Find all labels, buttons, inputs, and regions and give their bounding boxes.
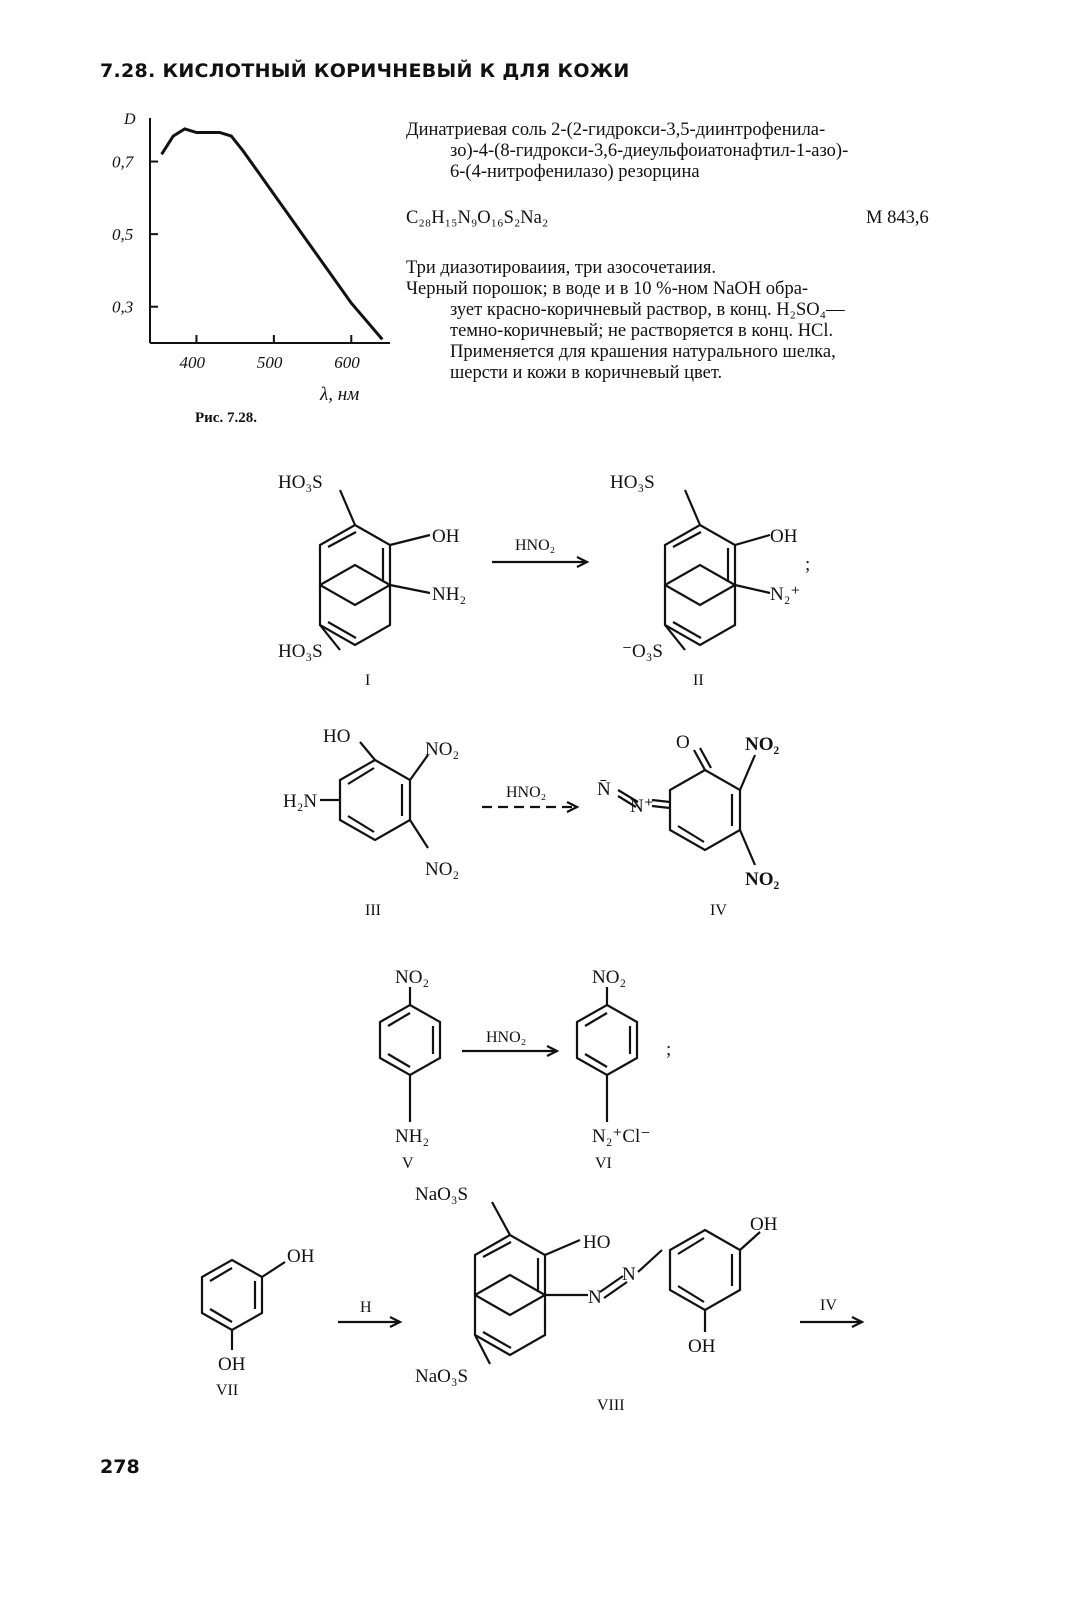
- compound-label-IV: IV: [710, 902, 727, 919]
- compound-label-III: III: [365, 902, 381, 919]
- description-line: Применяется для крашения натурального шелка,: [450, 342, 836, 362]
- diazonium-chloride-VI: N₂⁺Cl⁻: [592, 1126, 651, 1147]
- compound-label-VI: VI: [595, 1155, 612, 1172]
- description-line: шерсти и кожи в коричневый цвет.: [450, 363, 723, 383]
- compound-label-I: I: [365, 672, 371, 689]
- amino-group-III: H₂N: [283, 791, 318, 812]
- compound-label-V: V: [402, 1155, 414, 1172]
- description-line: темно-коричневый; не растворяется в конц. HCl.: [450, 321, 834, 341]
- hydroxy-group-top-VIII: OH: [750, 1214, 778, 1235]
- description-line: Черный порошок; в воде и в 10 %-ном NaOH обра-: [406, 279, 809, 299]
- compound-label-VIII: VIII: [597, 1397, 625, 1414]
- nitro-group-top-III: NO₂: [425, 739, 460, 760]
- reagent-hno2: HNO₂: [515, 537, 556, 554]
- hydroxy-group-I: OH: [432, 526, 460, 547]
- y-axis-label: D: [124, 111, 136, 128]
- benzene-ring-III: [320, 742, 428, 848]
- sulfonic-group-top-II: HO₃S: [610, 472, 655, 493]
- azo-n-left-VIII: N: [588, 1287, 602, 1308]
- naphthalene-ring-II: [665, 490, 770, 650]
- synthesis-line: Три диазотироваиия, три азосочетаиия.: [406, 258, 717, 278]
- y-tick-label: 0,5: [112, 225, 134, 245]
- hydroxy-group-II: OH: [770, 526, 798, 547]
- x-tick-label: 600: [334, 353, 360, 372]
- y-tick-label: 0,3: [112, 297, 134, 317]
- sulfonate-group-bottom-VIII: NaO₃S: [415, 1366, 469, 1387]
- diazo-n-plus-IV: N⁺: [630, 796, 654, 817]
- reagent-hno2: HNO₂: [486, 1029, 527, 1046]
- page-number: 278: [100, 1456, 140, 1478]
- oxo-group-IV: O: [676, 732, 690, 753]
- x-tick-label: 500: [256, 353, 283, 372]
- hydroxy-group-III: HO: [323, 726, 351, 747]
- figure-caption: Рис. 7.28.: [195, 410, 257, 426]
- compound-name-line: зо)-4-(8-гидрокси-3,6-диеульфоиатонафтил-1-азо)-: [450, 141, 849, 161]
- sulfonate-group-II: ⁻O₃S: [622, 641, 663, 662]
- reagent-h: H: [360, 1299, 372, 1316]
- x-axis-label: λ, нм: [320, 384, 360, 405]
- compound-label-VII: VII: [216, 1382, 239, 1399]
- compound-label-II: II: [693, 672, 704, 689]
- absorption-spectrum-chart: [108, 108, 398, 408]
- benzene-ring-V: [380, 987, 440, 1122]
- semicolon: ;: [805, 554, 811, 575]
- y-tick-label: 0,7: [112, 152, 134, 172]
- compound-name-line: Динатриевая соль 2-(2-гидрокси-3,5-диинтрофенила-: [406, 120, 826, 140]
- reaction-scheme: [0, 450, 1066, 1450]
- molecular-formula: C₂₈H₁₅N₉O₁₆S₂Na₂: [406, 208, 549, 228]
- description-line: зует красно-коричневый раствор, в конц. H₂SO₄—: [450, 300, 845, 320]
- benzene-ring-VII: [202, 1260, 285, 1350]
- properties-block: [406, 258, 966, 384]
- sulfonic-group-bottom-I: HO₃S: [278, 641, 323, 662]
- azo-n-right-VIII: N: [622, 1264, 636, 1285]
- nitro-group-VI: NO₂: [592, 967, 627, 988]
- hydroxy-group-bottom-VII: OH: [218, 1354, 246, 1375]
- nitro-group-top-IV: NO₂: [745, 734, 780, 755]
- reagent-iv: IV: [820, 1297, 837, 1314]
- compound-name-line: 6-(4-нитрофенилазо) резорцина: [450, 162, 700, 182]
- molecular-mass: М 843,6: [866, 208, 929, 228]
- sulfonic-group-top-I: HO₃S: [278, 472, 323, 493]
- diazo-n-minus-IV: N̄: [597, 779, 611, 800]
- benzene-ring-VI: [577, 987, 637, 1122]
- nitro-group-V: NO₂: [395, 967, 430, 988]
- section-heading: 7.28. КИСЛОТНЫЙ КОРИЧНЕВЫЙ К ДЛЯ КОЖИ: [100, 60, 630, 82]
- naphthalene-ring-I: [320, 490, 430, 650]
- nitro-group-bottom-III: NO₂: [425, 859, 460, 880]
- amino-group-V: NH₂: [395, 1126, 430, 1147]
- amino-group-I: NH₂: [432, 584, 467, 605]
- hydroxy-group-naphthyl-VIII: HO: [583, 1232, 611, 1253]
- benzene-ring-VIII: [670, 1230, 760, 1332]
- absorbance-curve: [162, 129, 383, 340]
- reagent-hno2: HNO₂: [506, 784, 547, 801]
- semicolon: ;: [666, 1039, 672, 1060]
- hydroxy-group-top-VII: OH: [287, 1246, 315, 1267]
- x-tick-label: 400: [179, 353, 205, 372]
- hydroxy-group-bottom-VIII: OH: [688, 1336, 716, 1357]
- diazonium-group-II: N₂⁺: [770, 584, 801, 605]
- sulfonate-group-top-VIII: NaO₃S: [415, 1184, 469, 1205]
- compound-name: [406, 120, 966, 183]
- nitro-group-bottom-IV: NO₂: [745, 869, 780, 890]
